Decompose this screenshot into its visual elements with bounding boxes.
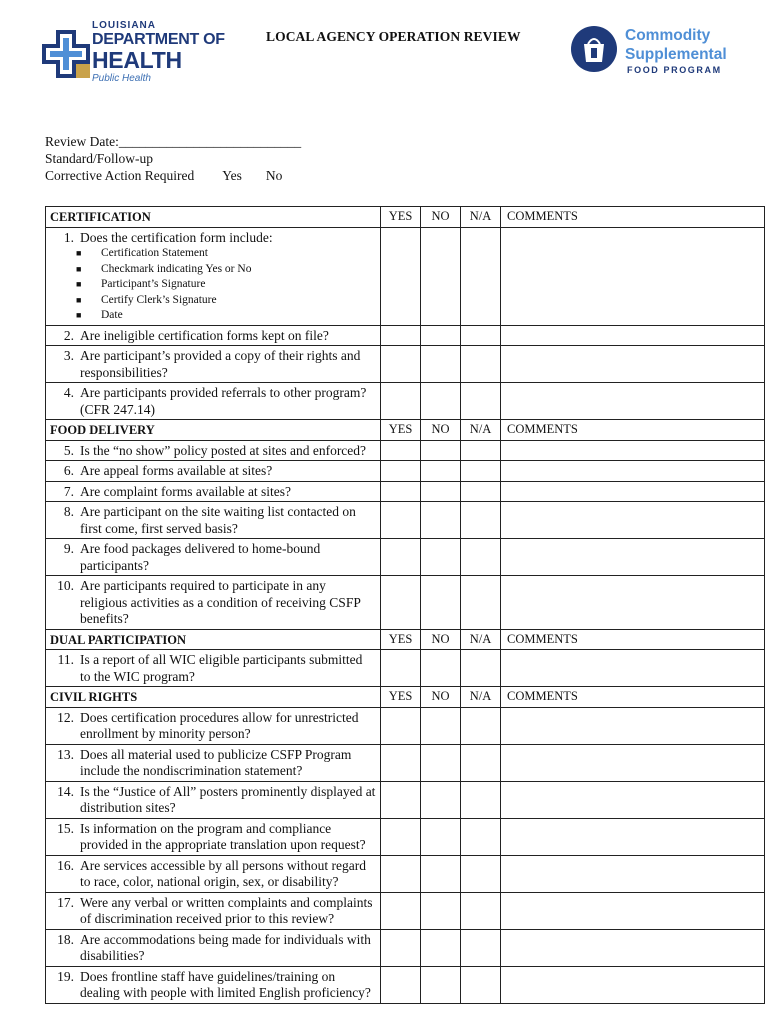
question-number: 17.: [57, 894, 74, 910]
question-number: 2.: [63, 327, 74, 343]
no-cell[interactable]: [421, 576, 461, 630]
question-text: Are accommodations being made for individuals with disabilities?: [80, 931, 371, 963]
no-cell[interactable]: [421, 707, 461, 744]
yes-cell[interactable]: [381, 781, 421, 818]
no-cell[interactable]: [421, 966, 461, 1003]
comments-cell[interactable]: [501, 892, 765, 929]
bullet-list: [76, 246, 376, 324]
section-title: FOOD DELIVERY: [46, 420, 381, 441]
table-row: [46, 781, 765, 818]
yes-cell[interactable]: [381, 707, 421, 744]
question-number: 13.: [57, 746, 74, 762]
yes-cell[interactable]: [381, 966, 421, 1003]
comments-cell[interactable]: [501, 744, 765, 781]
question-text: Are complaint forms available at sites?: [80, 483, 292, 499]
question-text: Does the certification form include:: [80, 229, 273, 245]
question-text: Is a report of all WIC eligible participants submitted to the WIC program?: [80, 652, 363, 684]
col-no-header: NO: [421, 207, 461, 228]
no-cell[interactable]: [421, 346, 461, 383]
question-text: Are ineligible certification forms kept on file?: [80, 327, 329, 343]
table-row: [46, 892, 765, 929]
yes-cell[interactable]: [381, 650, 421, 687]
no-cell[interactable]: [421, 502, 461, 539]
bullet-icon: ■: [76, 294, 82, 305]
question-text: Does all material used to publicize CSFP Program include the nondiscrimination statement?: [80, 746, 352, 778]
table-row: [46, 818, 765, 855]
yes-cell[interactable]: [381, 227, 421, 325]
na-cell[interactable]: [461, 892, 501, 929]
na-cell[interactable]: [461, 502, 501, 539]
col-no-header: NO: [421, 687, 461, 708]
yes-cell[interactable]: [381, 892, 421, 929]
no-cell[interactable]: [421, 781, 461, 818]
question-number: 19.: [57, 968, 74, 984]
comments-cell[interactable]: [501, 346, 765, 383]
na-cell[interactable]: [461, 818, 501, 855]
col-comments-header: COMMENTS: [501, 207, 765, 228]
question-number: 4.: [63, 385, 74, 400]
no-cell[interactable]: [421, 539, 461, 576]
health-cross-icon: [40, 28, 92, 80]
question-number: 16.: [57, 857, 74, 873]
table-row: [46, 481, 765, 502]
yes-cell[interactable]: [381, 855, 421, 892]
question-text: Is information on the program and compliance provided in the appropriate translation upon request?: [80, 820, 366, 852]
question-text: Are participants provided referrals to other program? (CFR 247.14): [80, 385, 367, 417]
na-cell[interactable]: [461, 707, 501, 744]
question-number: 1.: [63, 229, 74, 245]
no-cell[interactable]: [421, 461, 461, 482]
corrective-action-row: [45, 167, 301, 184]
no-cell[interactable]: [421, 892, 461, 929]
no-cell[interactable]: [421, 383, 461, 420]
question-number: 8.: [63, 504, 74, 519]
na-cell[interactable]: [461, 929, 501, 966]
comments-cell[interactable]: [501, 440, 765, 461]
col-comments-header: COMMENTS: [501, 687, 765, 708]
comments-cell[interactable]: [501, 383, 765, 420]
ldh-public-health: Public Health: [92, 73, 151, 84]
col-no-header: NO: [421, 629, 461, 650]
comments-cell[interactable]: [501, 650, 765, 687]
no-cell[interactable]: [421, 929, 461, 966]
yes-cell[interactable]: [381, 346, 421, 383]
table-row: [46, 383, 765, 420]
comments-cell[interactable]: [501, 929, 765, 966]
section-title: CIVIL RIGHTS: [46, 687, 381, 708]
na-cell[interactable]: [461, 346, 501, 383]
table-row: [46, 440, 765, 461]
comments-cell[interactable]: [501, 855, 765, 892]
csfp-food-program: FOOD PROGRAM: [627, 65, 722, 75]
table-row: [46, 325, 765, 346]
table-row: [46, 539, 765, 576]
yes-cell[interactable]: [381, 818, 421, 855]
question-number: 12.: [57, 709, 74, 725]
na-cell[interactable]: [461, 781, 501, 818]
col-no-header: NO: [421, 420, 461, 441]
question-number: 6.: [63, 463, 74, 478]
question-text: Were any verbal or written complaints and complaints of discrimination received prior to this review?: [80, 894, 373, 926]
no-cell[interactable]: [421, 481, 461, 502]
question-text: Is the “Justice of All” posters prominently displayed at distribution sites?: [80, 783, 376, 815]
list-item: Checkmark indicating Yes or No: [101, 262, 252, 275]
na-cell[interactable]: [461, 227, 501, 325]
table-row: [46, 966, 765, 1003]
question-number: 7.: [63, 483, 74, 499]
corrective-no-option[interactable]: No: [265, 168, 283, 183]
comments-cell[interactable]: [501, 227, 765, 325]
no-cell[interactable]: [421, 744, 461, 781]
comments-cell[interactable]: [501, 818, 765, 855]
na-cell[interactable]: [461, 461, 501, 482]
question-text: Are participant on the site waiting list contacted on first come, first served basis?: [80, 504, 356, 536]
table-row: [46, 227, 765, 325]
question-text: Are services accessible by all persons without regard to race, color, national origin, sex, or disability?: [80, 857, 367, 889]
yes-cell[interactable]: [381, 576, 421, 630]
na-cell[interactable]: [461, 855, 501, 892]
table-row: [46, 346, 765, 383]
section-header-dual-participation: [46, 629, 765, 650]
question-number: 10.: [57, 578, 74, 593]
yes-cell[interactable]: [381, 383, 421, 420]
bullet-icon: ■: [76, 310, 82, 320]
review-date-field[interactable]: Review Date:___________________________: [45, 134, 302, 149]
table-row: [46, 576, 765, 630]
page-header: [0, 0, 770, 100]
table-row: [46, 744, 765, 781]
yes-cell[interactable]: [381, 502, 421, 539]
table-row: [46, 929, 765, 966]
list-item: Certify Clerk’s Signature: [101, 293, 217, 306]
yes-cell[interactable]: [381, 440, 421, 461]
question-number: 11.: [57, 652, 74, 667]
question-number: 3.: [63, 348, 74, 363]
col-yes-header: YES: [381, 420, 421, 441]
csfp-logo: [565, 22, 765, 82]
col-yes-header: YES: [381, 207, 421, 228]
na-cell[interactable]: [461, 744, 501, 781]
question-number: 9.: [63, 541, 74, 556]
csfp-commodity: Commodity: [625, 27, 711, 44]
col-yes-header: YES: [381, 629, 421, 650]
yes-cell[interactable]: [381, 744, 421, 781]
no-cell[interactable]: [421, 818, 461, 855]
list-item: Date: [101, 309, 123, 321]
csfp-supplemental: Supplemental: [625, 46, 727, 63]
table-row: [46, 502, 765, 539]
no-cell[interactable]: [421, 227, 461, 325]
ldh-health: HEALTH: [92, 47, 182, 73]
col-comments-header: COMMENTS: [501, 629, 765, 650]
question-number: 5.: [63, 442, 74, 458]
na-cell[interactable]: [461, 325, 501, 346]
yes-cell[interactable]: [381, 461, 421, 482]
ldh-logo: [40, 20, 230, 92]
comments-cell[interactable]: [501, 461, 765, 482]
section-header-certification: [46, 207, 765, 228]
list-item: Certification Statement: [101, 247, 208, 259]
page-title: LOCAL AGENCY OPERATION REVIEW: [266, 29, 521, 44]
food-bag-icon: [569, 24, 619, 74]
no-cell[interactable]: [421, 440, 461, 461]
comments-cell[interactable]: [501, 707, 765, 744]
col-na-header: N/A: [461, 687, 501, 708]
bullet-icon: ■: [76, 248, 82, 258]
col-comments-header: COMMENTS: [501, 420, 765, 441]
question-text: Are appeal forms available at sites?: [80, 463, 273, 478]
bullet-icon: ■: [76, 279, 82, 289]
section-header-food-delivery: [46, 420, 765, 441]
table-row: [46, 855, 765, 892]
question-number: 18.: [57, 931, 74, 947]
comments-cell[interactable]: [501, 966, 765, 1003]
question-text: Does frontline staff have guidelines/training on dealing with people with limited English proficiency?: [80, 968, 371, 1000]
question-number: 14.: [57, 783, 74, 799]
na-cell[interactable]: [461, 383, 501, 420]
question-text: Are food packages delivered to home-bound participants?: [80, 541, 321, 573]
col-na-header: N/A: [461, 420, 501, 441]
ldh-state: LOUISIANA: [92, 20, 156, 31]
table-row: [46, 707, 765, 744]
no-cell[interactable]: [421, 325, 461, 346]
no-cell[interactable]: [421, 855, 461, 892]
yes-cell[interactable]: [381, 325, 421, 346]
no-cell[interactable]: [421, 650, 461, 687]
standard-follow-up: Standard/Follow-up: [45, 151, 153, 166]
comments-cell[interactable]: [501, 325, 765, 346]
col-na-header: N/A: [461, 629, 501, 650]
corrective-action-label: Corrective Action Required: [45, 168, 195, 183]
question-text: Is the “no show” policy posted at sites and enforced?: [80, 442, 367, 458]
question-text: Are participants required to participate in any religious activities as a condition of receiving CSFP benefits?: [80, 578, 361, 626]
corrective-yes-option[interactable]: Yes: [222, 168, 242, 183]
yes-cell[interactable]: [381, 481, 421, 502]
table-row: [46, 461, 765, 482]
comments-cell[interactable]: [501, 781, 765, 818]
yes-cell[interactable]: [381, 929, 421, 966]
review-table: [45, 206, 765, 1004]
question-text: Does certification procedures allow for unrestricted enrollment by minority person?: [80, 709, 359, 741]
comments-cell[interactable]: [501, 539, 765, 576]
col-yes-header: YES: [381, 687, 421, 708]
na-cell[interactable]: [461, 539, 501, 576]
list-item: Participant’s Signature: [101, 278, 206, 290]
col-na-header: N/A: [461, 207, 501, 228]
review-meta: [45, 133, 301, 184]
na-cell[interactable]: [461, 966, 501, 1003]
question-text: Are participant’s provided a copy of their rights and responsibilities?: [80, 348, 361, 380]
question-number: 15.: [57, 820, 74, 836]
comments-cell[interactable]: [501, 576, 765, 630]
bullet-icon: ■: [76, 263, 82, 274]
na-cell[interactable]: [461, 576, 501, 630]
table-row: [46, 650, 765, 687]
section-title: DUAL PARTICIPATION: [46, 629, 381, 650]
na-cell[interactable]: [461, 650, 501, 687]
yes-cell[interactable]: [381, 539, 421, 576]
na-cell[interactable]: [461, 440, 501, 461]
ldh-department: DEPARTMENT OF: [92, 31, 225, 48]
section-title: CERTIFICATION: [46, 207, 381, 228]
comments-cell[interactable]: [501, 502, 765, 539]
na-cell[interactable]: [461, 481, 501, 502]
comments-cell[interactable]: [501, 481, 765, 502]
section-header-civil-rights: [46, 687, 765, 708]
